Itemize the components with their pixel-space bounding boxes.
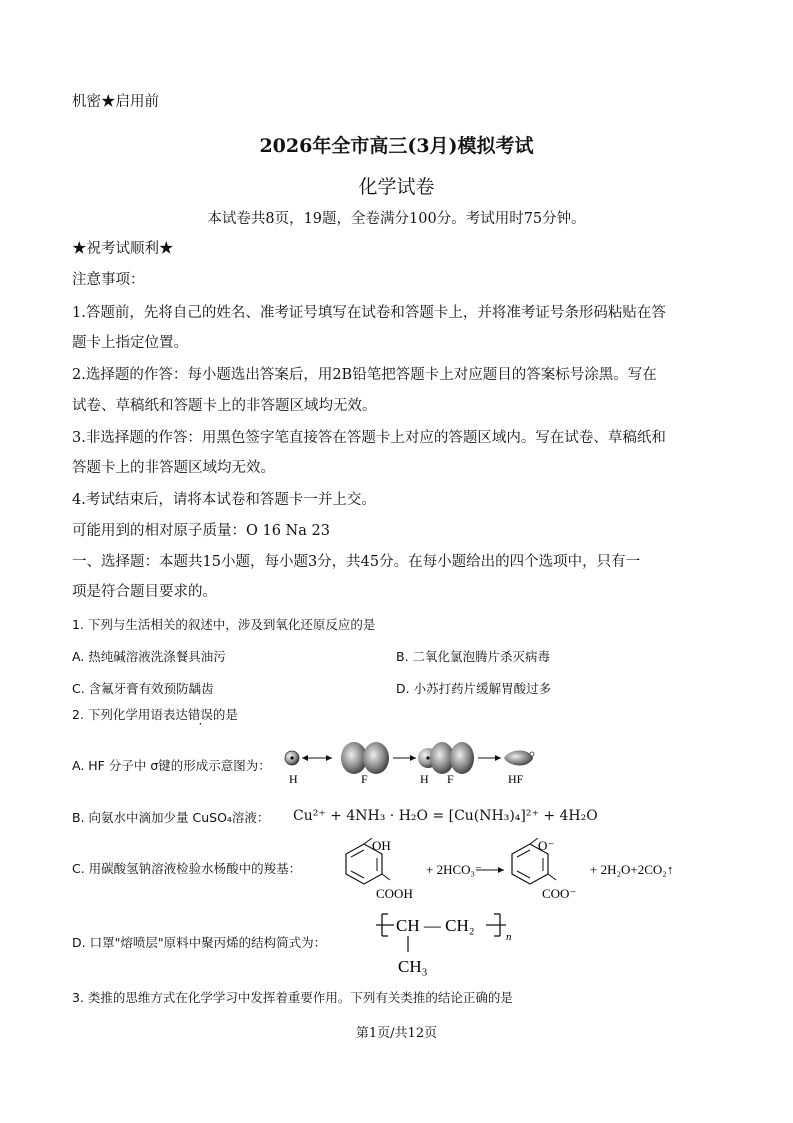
page-footer: 第1页/共12页 xyxy=(355,1026,438,1041)
label-h-2: H xyxy=(420,772,429,786)
notes-heading: 注意事项： xyxy=(72,272,145,288)
methyl-branch: CH₃ xyxy=(398,957,428,976)
reactant-cooh: COOH xyxy=(376,886,413,901)
polypropylene-structure xyxy=(372,904,522,976)
q2-option-d-prefix: D. 口罩"熔喷层"原料中聚丙烯的结构简式为： xyxy=(72,935,327,950)
q2-stem-post: 的是 xyxy=(212,707,238,722)
polymer-repeat-unit: CH — CH₂ xyxy=(396,916,475,935)
polymer-subscript-n: n xyxy=(506,931,512,943)
q1-option-b: B. 二氧化氯泡腾片杀灭病毒 xyxy=(396,649,551,664)
reagent-bicarbonate: + 2HCO₃⁻ xyxy=(426,862,482,877)
q2-stem-emphasis: 错误 xyxy=(187,707,213,722)
note-2-line-2: 试卷、草稿纸和答题卡上的非答题区域均无效。 xyxy=(72,398,377,414)
q1-option-d: D. 小苏打药片缓解胃酸过多 xyxy=(396,681,552,696)
q2-option-c-prefix: C. 用碳酸氢钠溶液检验水杨酸中的羧基： xyxy=(72,861,302,876)
confidential-label: 机密★启用前 xyxy=(72,94,159,110)
product-phenoxide: O⁻ xyxy=(538,838,555,853)
note-3-line-2: 答题卡上的非答题区域均无效。 xyxy=(72,460,275,476)
q1-stem: 1. 下列与生活相关的叙述中，涉及到氧化还原反应的是 xyxy=(72,617,376,632)
q2-stem xyxy=(72,706,238,724)
sigma-bond-diagram xyxy=(276,738,546,788)
hf-sigma-bond-icon xyxy=(504,751,533,766)
exam-title: 2026年全市高三(3月)模拟考试 xyxy=(259,135,534,157)
note-1-line-1: 1.答题前，先将自己的姓名、准考证号填写在试卷和答题卡上，并将准考证号条形码粘贴在答 xyxy=(72,305,666,321)
product-carboxylate: COO⁻ xyxy=(542,886,577,901)
atomic-mass-line: 可能用到的相对原子质量：O 16 Na 23 xyxy=(72,523,330,539)
salicylic-acid-reaction xyxy=(326,838,706,908)
label-f-2: F xyxy=(447,772,454,786)
q2-option-b-equation: Cu²⁺ + 4NH₃ · H₂O = [Cu(NH₃)₄]²⁺ + 4H₂O xyxy=(293,808,598,824)
q1-option-c: C. 含氟牙膏有效预防龋齿 xyxy=(72,681,214,696)
q3-stem: 3. 类推的思维方式在化学学习中发挥着重要作用。下列有关类推的结论正确的是 xyxy=(72,990,513,1005)
exam-wish: ★祝考试顺利★ xyxy=(72,241,174,257)
label-hf: HF xyxy=(508,772,524,786)
exam-subject: 化学试卷 xyxy=(358,176,435,198)
q2-stem-pre: 2. 下列化学用语表达 xyxy=(72,707,188,722)
exam-info: 本试卷共8页，19题，全卷满分100分。考试用时75分钟。 xyxy=(207,211,586,227)
note-1-line-2: 题卡上指定位置。 xyxy=(72,335,188,351)
note-3-line-1: 3.非选择题的作答：用黑色签字笔直接答在答题卡上对应的答题区域内。写在试卷、草稿纸和 xyxy=(72,430,666,446)
q2-option-b-prefix: B. 向氨水中滴加少量 CuSO₄溶液： xyxy=(72,810,270,825)
reactant-oh: OH xyxy=(372,838,391,853)
section-1-line-2: 项是符合题目要求的。 xyxy=(72,584,217,600)
q2-option-a: A. HF 分子中 σ键的形成示意图为： xyxy=(72,758,271,773)
q1-option-a: A. 热纯碱溶液洗涤餐具油污 xyxy=(72,649,226,664)
reaction-tail: + 2H₂O+2CO₂↑ xyxy=(590,862,674,877)
note-2-line-1: 2.选择题的作答：每小题选出答案后，用2B铅笔把答题卡上对应题目的答案标号涂黑。写在 xyxy=(72,367,657,383)
note-4: 4.考试结束后，请将本试卷和答题卡一并上交。 xyxy=(72,492,376,508)
label-h-1: H xyxy=(289,772,298,786)
label-f-1: F xyxy=(361,772,368,786)
section-1-line-1: 一、选择题：本题共15小题，每小题3分，共45分。在每小题给出的四个选项中，只有一 xyxy=(72,554,641,570)
